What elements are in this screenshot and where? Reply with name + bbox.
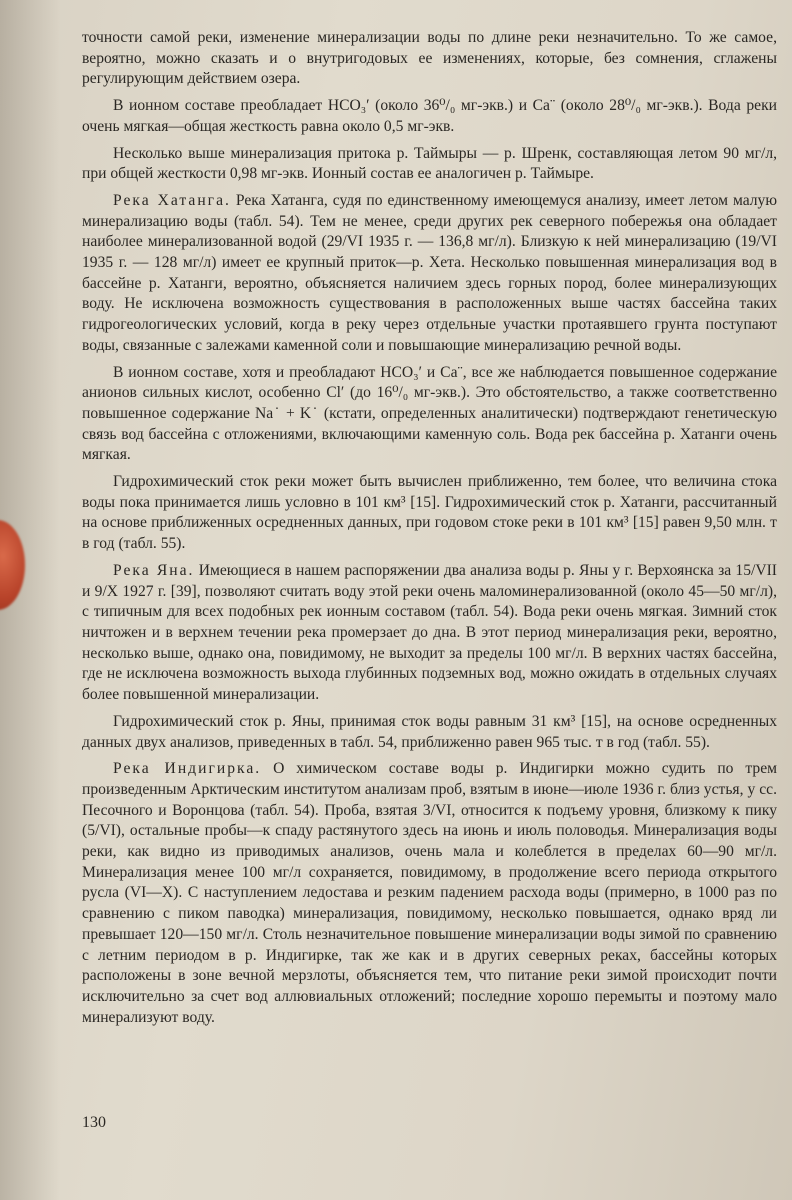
page-number: 130 (82, 1114, 106, 1131)
paragraph-text: Имеющиеся в нашем распоряжении два анализа воды р. Яны у г. Верхоянска за 15/VII и 9/X 1927 г. [39], позволяют считать воду этой реки очень маломинерализованной (около 45—50 мг/л), с типичным для всех подобных рек ионным составом (табл. 54). Вода реки очень мягкая. Зимний сток ничтожен и в верхнем течении река промерзает до дна. В этот период минерализация реки, вероятно, несколько выше, однако она, повидимому, не выходит за пределы 100 мг/л. В верхних частях бассейна, где не исключена возможность выхода глубинных подземных вод, можно ожидать в отдельных случаях более повышенной минерализации. (82, 561, 777, 704)
section-heading: Река Яна. (113, 561, 195, 579)
paragraph: В ионном составе преобладает HCO₃′ (около 36⁰/₀ мг-экв.) и Ca¨ (около 28⁰/₀ мг-экв.). Вода реки очень мягкая—общая жесткость равна около 0,5 мг-экв. (82, 97, 777, 135)
paragraph (82, 561, 777, 706)
paragraph: Несколько выше минерализация притока р. Таймыры — р. Шренк, составляющая летом 90 мг/л, при общей жесткости 0,98 мг-экв. Ионный состав ее аналогичен р. Таймыре. (82, 144, 777, 183)
paragraph: точности самой реки, изменение минерализации воды по длине реки незначительно. То же самое, вероятно, можно сказать и о внутригодовых ее изменениях, которые, без сомнения, сглажены регулирующим действием озера. (82, 29, 777, 88)
paragraph: Гидрохимический сток р. Яны, принимая сток воды равным 31 км³ [15], на основе осредненных данных двух анализов, приведенных в табл. 54, приближенно равен 965 тыс. т в год (табл. 55). (82, 712, 777, 751)
paragraph (82, 759, 777, 1028)
paragraph: В ионном составе, хотя и преобладают HCO₃′ и Ca¨, все же наблюдается повышенное содержание анионов сильных кислот, особенно Cl′ (до 16⁰/₀ мг-экв.). Это обстоятельство, а также соответственно повышенное содержание Na˙ + K˙ (кстати, определенных аналитически) подтверждают генетическую связь вод бассейна с отложениями, включающими каменную соль. Вода рек бассейна р. Хатанги очень мягкая. (82, 363, 777, 464)
paragraph-text: О химическом составе воды р. Индигирки можно судить по трем произведенным Арктическим институтом анализам проб, взятым в июне—июле 1936 г. близ устья, у сс. Песочного и Воронцова (табл. 54). Проба, взятая 3/VI, относится к подъему уровня, близкому к пику (5/VI), остальные пробы—к спаду растянутого здесь на июнь и июль половодья. Минерализация воды реки, как видно из приводимых анализов, очень мала и колеблется в пределах 60—90 мг/л. Минерализация менее 100 мг/л сохраняется, повидимому, в продолжение всего периода открытого русла (VI—X). С наступлением ледостава и резким падением расхода воды (примерно, в 1000 раз по сравнению с пиком паводка) минерализация, повидимому, несколько повышается, однако вряд ли превышает 120—150 мг/л. Столь незначительное повышение минерализации воды зимой по сравнению с летним периодом в р. Индигирке, так же как и в других северных реках, бассейны которых расположены в зоне вечной мерзлоты, объясняется тем, что питание реки зимой происходит почти исключительно за счет вод аллювиальных отложений; последние хорошо перемыты и поэтому мало минерализуют воду. (82, 760, 777, 1026)
paragraph (82, 191, 777, 357)
paragraph: Гидрохимический сток реки может быть вычислен приближенно, тем более, что величина стока воды пока принимается лишь условно в 101 км³ [15]. Гидрохимический сток р. Хатанги, рассчитанный на основе приближенных осредненных данных, при годовом стоке реки в 101 км³ [15] равен 9,50 млн. т в год (табл. 55). (82, 473, 777, 553)
page-body (82, 28, 777, 1034)
section-heading: Река Хатанга. (113, 191, 231, 209)
section-heading: Река Индигирка. (113, 760, 262, 778)
finger-blur (0, 520, 25, 610)
paragraph-text: Река Хатанга, судя по единственному имеющемуся анализу, имеет летом малую минерализацию воды (табл. 54). Тем не менее, среди других рек северного побережья она обладает наиболее минерализованной водой (29/VI 1935 г. — 136,8 мг/л). Близкую к ней минерализацию (19/VI 1935 г. — 128 мг/л) имеет ее крупный приток—р. Хета. Несколько повышенная минерализация вод в бассейне р. Хатанги, вероятно, объясняется наличием здесь горных пород, более минерализующих воду. Не исключена возможность существования в расположенных выше частях бассейна таких гидрогеологических условий, когда в реку через отдельные участки протаявшего грунта поступают воды, связанные с залежами каменной соли и повышающие минерализацию речной воды. (82, 191, 777, 354)
